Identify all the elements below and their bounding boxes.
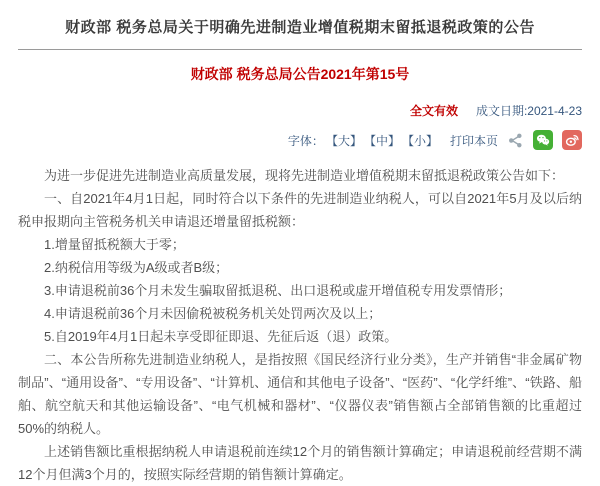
page-title: 财政部 税务总局关于明确先进制造业增值税期末留抵退税政策的公告 <box>65 19 535 36</box>
publish-date: 成文日期:2021-4-23 <box>475 104 582 118</box>
body-paragraph-condition1: 1.增量留抵税额大于零； <box>44 237 185 252</box>
font-large-button[interactable]: 【大】 <box>325 133 362 148</box>
font-size-label: 字体： <box>287 133 324 148</box>
body-paragraph-condition3: 3.申请退税前36个月未发生骗取留抵退税、出口退税或虚开增值税专用发票情形； <box>44 283 512 298</box>
body-paragraph-condition2: 2.纳税信用等级为A级或者B级； <box>44 260 229 275</box>
body-paragraph-intro: 为进一步促进先进制造业高质量发展，现将先进制造业增值税期末留抵退税政策公告如下： <box>44 168 565 183</box>
body-paragraph-condition5: 5.自2019年4月1日起未享受即征即退、先征后返（退）政策。 <box>44 329 398 344</box>
meta-row <box>18 102 582 119</box>
body-paragraph-closing: 上述销售额比重根据纳税人申请退税前连续12个月的销售额计算确定；申请退税前经营期不满12个月但满3个月的，按照实际经营期的销售额计算确定。 <box>18 444 582 482</box>
validity-status: 全文有效 <box>409 104 458 118</box>
font-medium-button[interactable]: 【中】 <box>363 133 400 148</box>
weibo-share-icon[interactable] <box>562 130 582 150</box>
share-icon[interactable] <box>507 132 524 149</box>
wechat-share-icon[interactable] <box>533 130 553 150</box>
doc-number: 财政部 税务总局公告2021年第15号 <box>190 66 410 82</box>
body-paragraph-article1: 一、自2021年4月1日起，同时符合以下条件的先进制造业纳税人，可以自2021年5月及以后纳税申报期向主管税务机关申请退还增量留抵税额： <box>18 191 582 229</box>
body-paragraph-condition4: 4.申请退税前36个月未因偷税被税务机关处罚两次及以上； <box>44 306 382 321</box>
title-divider <box>18 49 582 50</box>
body-paragraph-article2: 二、本公告所称先进制造业纳税人，是指按照《国民经济行业分类》，生产并销售“非金属矿物制品”、“通用设备”、“专用设备”、“计算机、通信和其他电子设备”、“医药”、“化学纤维”、“铁路、船舶、航空航天和其他运输设备”、“电气机械和器材”、“仪器仪表”销售额占全部销售额的比重超过50%的纳税人。 <box>18 352 582 436</box>
toolbar <box>18 130 582 150</box>
font-small-button[interactable]: 【小】 <box>401 133 438 148</box>
print-page-button[interactable]: 打印本页 <box>449 133 498 148</box>
document-body <box>18 164 582 486</box>
